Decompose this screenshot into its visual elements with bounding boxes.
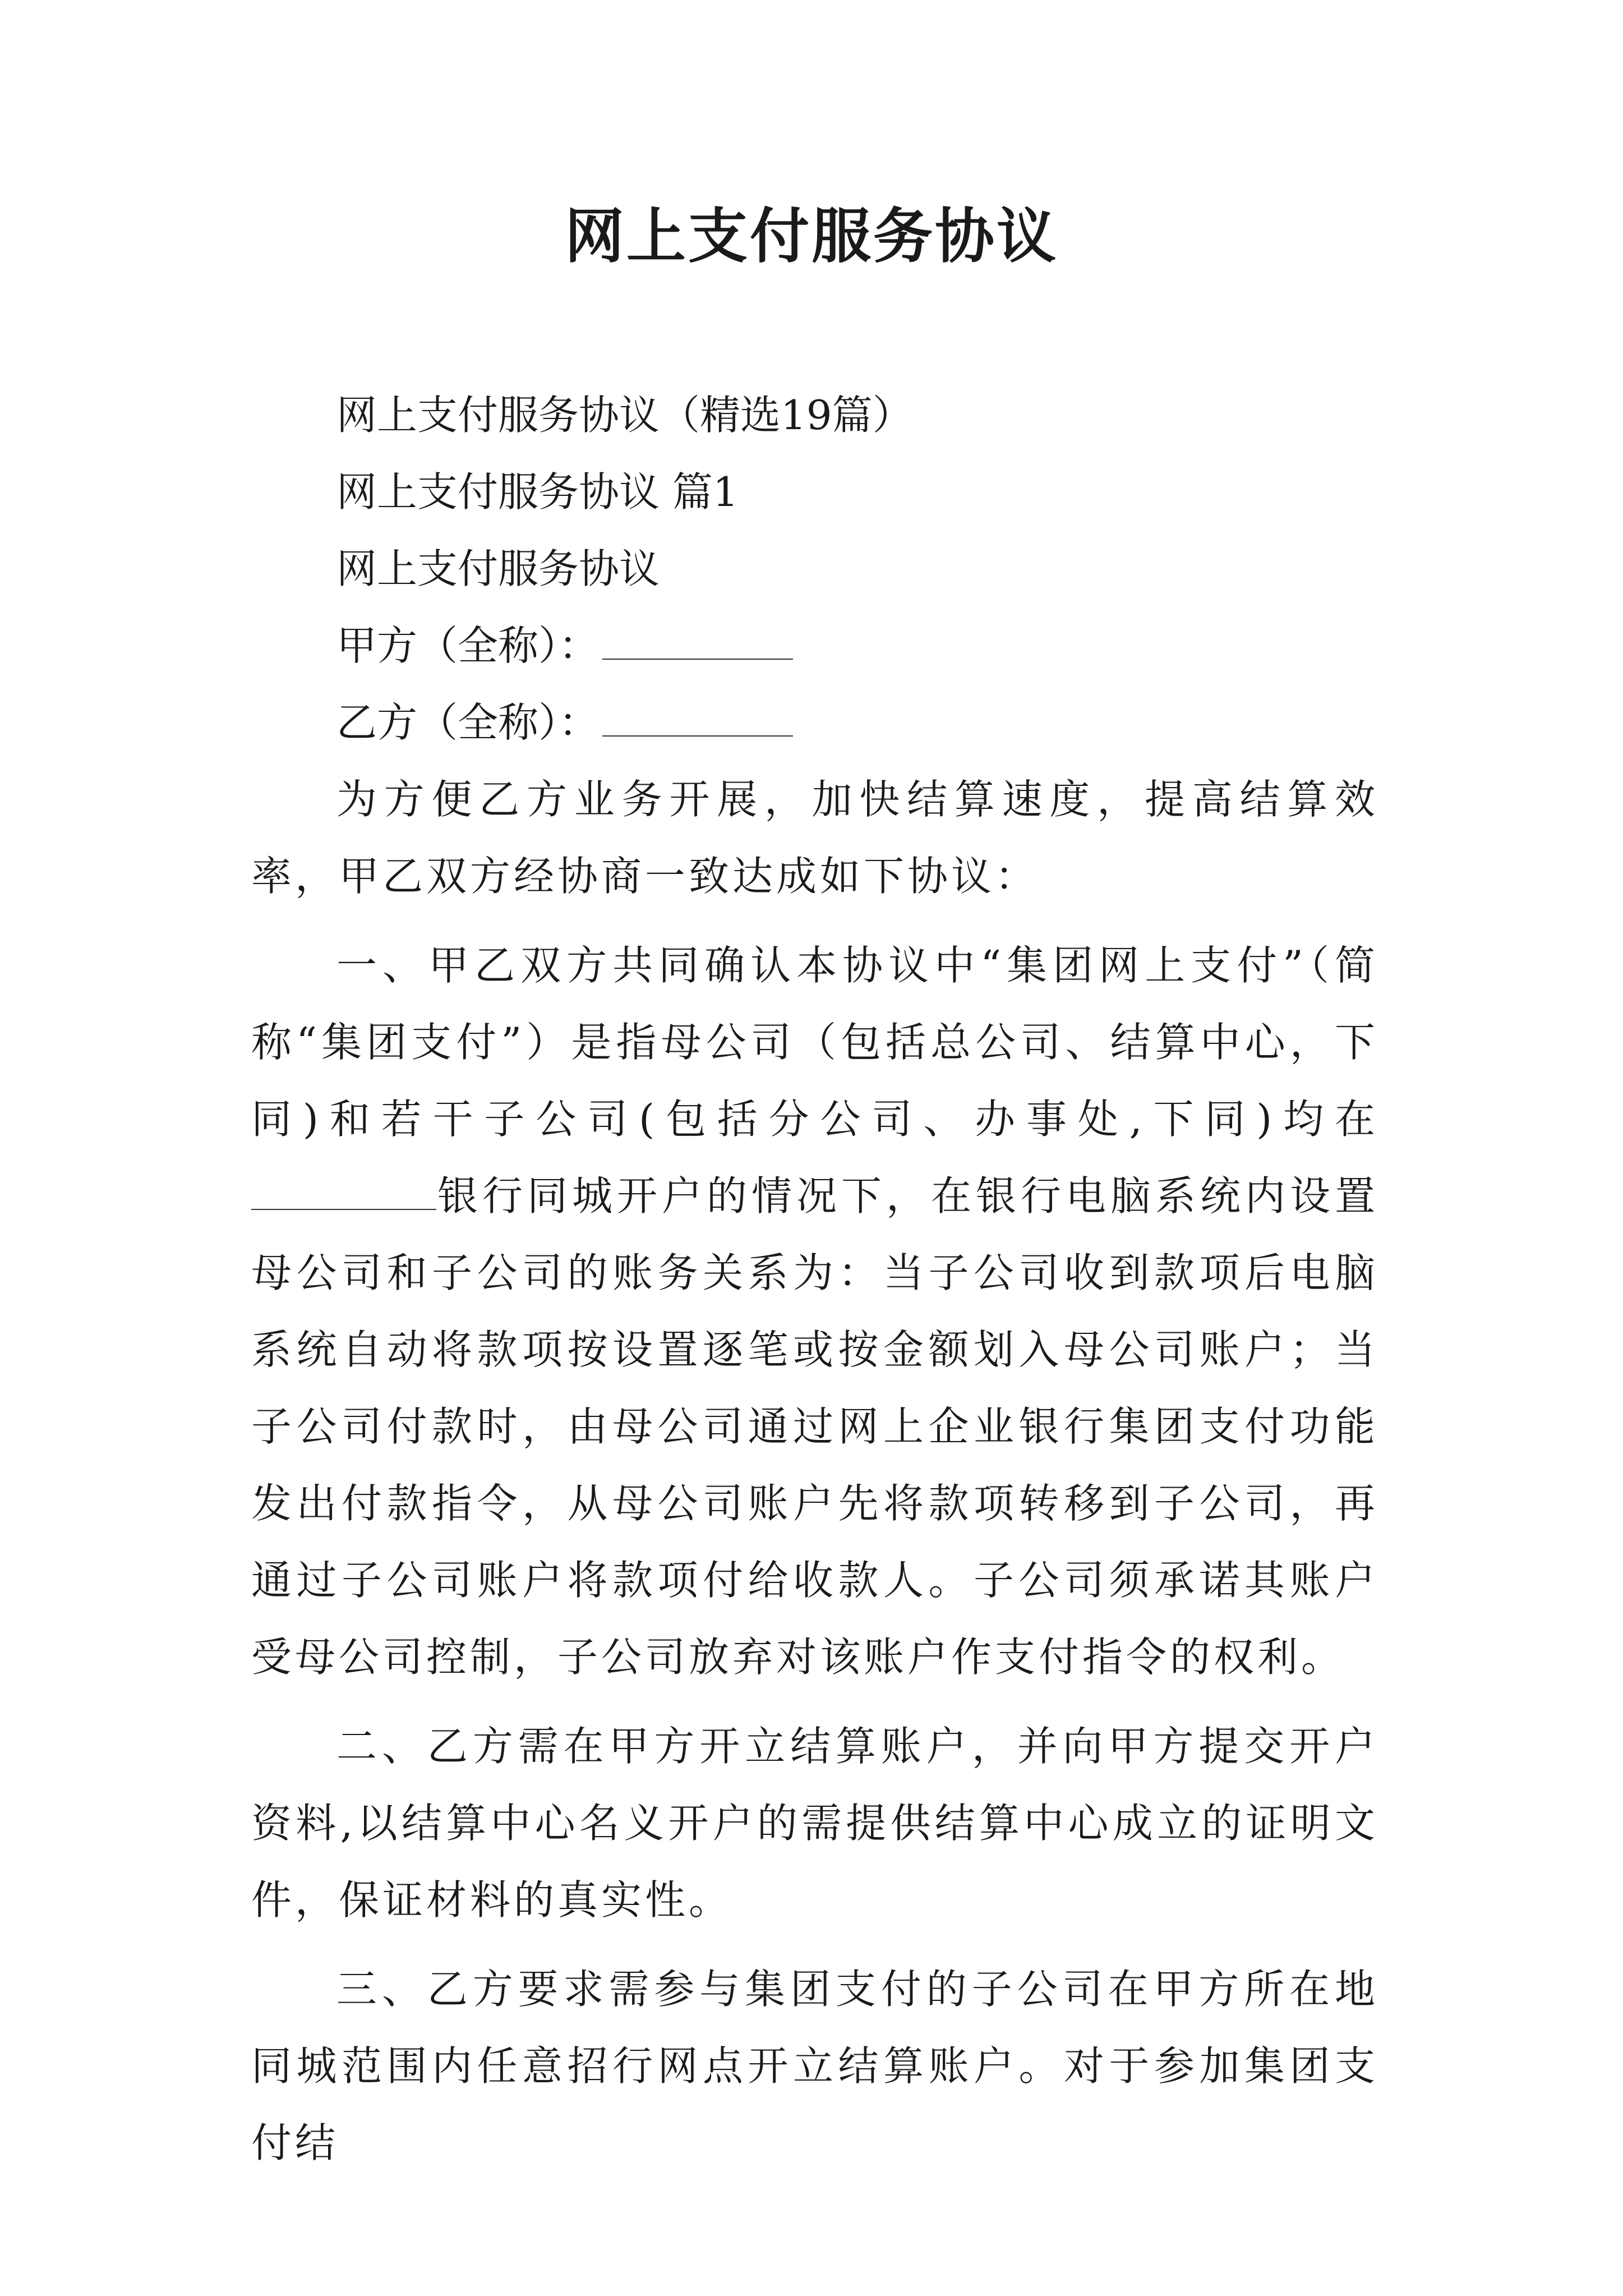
bank-name-blank[interactable] xyxy=(251,1175,436,1210)
document-body xyxy=(251,377,1378,2182)
intro-paragraph: 为方便乙方业务开展，加快结算速度，提高结算效率，甲乙双方经协商一致达成如下协议： xyxy=(251,776,1378,900)
party-b-line xyxy=(251,684,1378,761)
clause-1-paragraph xyxy=(251,927,1378,1696)
document-title: 网上支付服务协议 xyxy=(565,202,1058,271)
clause-3-paragraph: 三、乙方要求需参与集团支付的子公司在甲方所在地同城范围内任意招行网点开立结算账户。对于参加集团支付结 xyxy=(251,1966,1378,2166)
party-b-blank[interactable] xyxy=(602,702,793,737)
clause-1-text-a: 一、甲乙双方共同确认本协议中“集团网上支付”（简称“集团支付”）是指母公司（包括总公司、结算中心，下同)和若干子公司(包括分公司、办事处,下同)均在 xyxy=(251,942,1378,1143)
party-a-label: 甲方（全称）： xyxy=(336,622,600,669)
chapter-heading: 网上支付服务协议 篇1 xyxy=(336,468,739,516)
agreement-name: 网上支付服务协议 xyxy=(336,545,660,592)
clause-1-text-b: 银行同城开户的情况下，在银行电脑系统内设置母公司和子公司的账务关系为：当子公司收到款项后电脑系统自动将款项按设置逐笔或按金额划入母公司账户；当子公司付款时，由母公司通过网上企业银行集团支付功能发出付款指令，从母公司账户先将款项转移到子公司，再通过子公司账户将款项付给收款人。子公司须承诺其账户受母公司控制，子公司放弃对该账户作支付指令的权利。 xyxy=(251,1172,1378,1681)
party-a-blank[interactable] xyxy=(602,625,793,660)
party-b-label: 乙方（全称）： xyxy=(336,699,600,746)
collection-title: 网上支付服务协议（精选19篇） xyxy=(336,392,913,439)
party-a-line xyxy=(251,608,1378,684)
clause-2-paragraph: 二、乙方需在甲方开立结算账户，并向甲方提交开户资料,以结算中心名义开户的需提供结算中心成立的证明文件，保证材料的真实性。 xyxy=(251,1723,1378,1924)
